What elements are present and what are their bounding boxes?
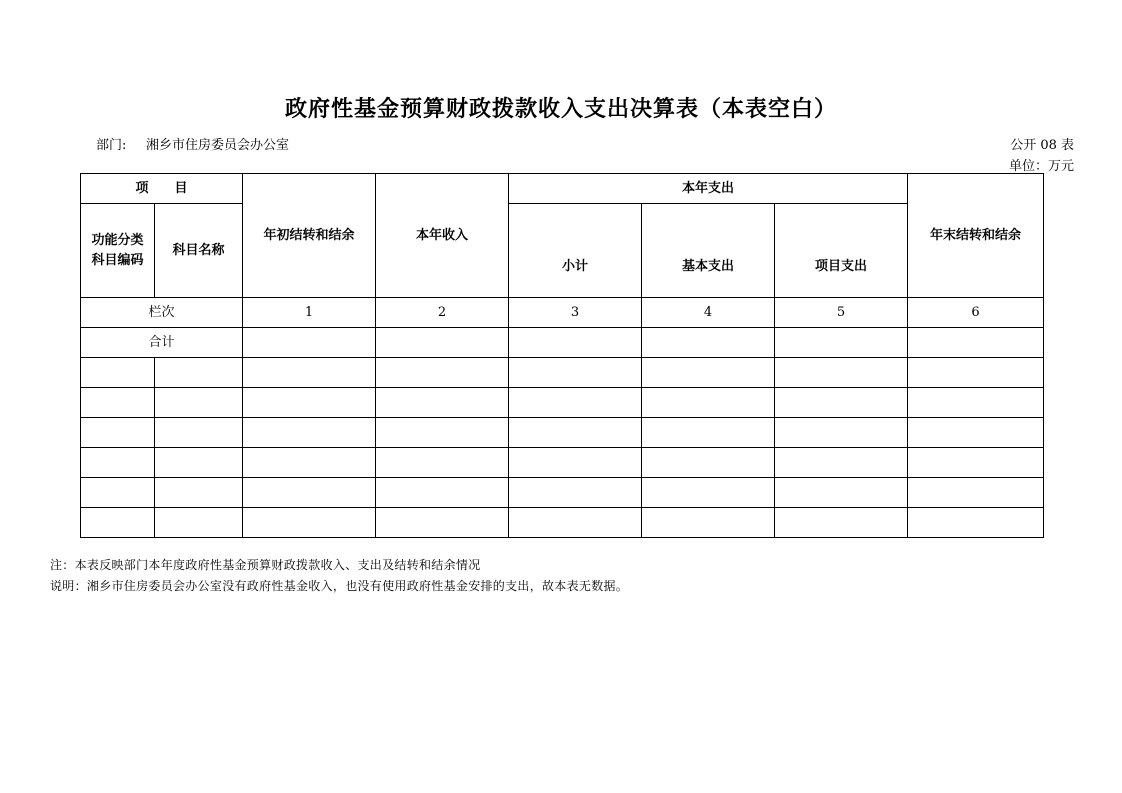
department-label: 部门: xyxy=(96,138,127,153)
table-cell xyxy=(376,448,509,478)
table-cell xyxy=(155,418,243,448)
table-cell xyxy=(509,328,642,358)
table-cell xyxy=(376,388,509,418)
table-cell xyxy=(81,508,155,538)
budget-table xyxy=(80,173,1044,538)
table-row xyxy=(81,508,1044,538)
table-cell xyxy=(243,418,376,448)
table-cell xyxy=(81,478,155,508)
table-cell xyxy=(376,358,509,388)
table-cell xyxy=(908,478,1044,508)
table-cell xyxy=(642,478,775,508)
table-cell xyxy=(376,508,509,538)
table-cell xyxy=(155,358,243,388)
header-project-expense: 项目支出 xyxy=(775,204,908,298)
table-explanation: 说明：湘乡市住房委员会办公室没有政府性基金收入，也没有使用政府性基金安排的支出，故本表无数据。 xyxy=(50,579,629,593)
table-cell xyxy=(509,358,642,388)
total-label: 合计 xyxy=(81,328,243,358)
table-cell xyxy=(908,358,1044,388)
table-cell xyxy=(775,328,908,358)
column-number: 4 xyxy=(642,298,775,328)
header-begin-balance: 年初结转和结余 xyxy=(243,174,376,298)
column-number: 1 xyxy=(243,298,376,328)
table-cell xyxy=(81,448,155,478)
table-cell xyxy=(155,478,243,508)
table-cell xyxy=(775,358,908,388)
table-cell xyxy=(775,418,908,448)
table-cell xyxy=(509,508,642,538)
table-cell xyxy=(81,418,155,448)
table-cell xyxy=(81,388,155,418)
table-cell xyxy=(775,448,908,478)
table-cell xyxy=(243,358,376,388)
table-cell xyxy=(509,478,642,508)
unit-label: 单位：万元 xyxy=(1008,159,1074,174)
table-cell xyxy=(908,388,1044,418)
column-number-label: 栏次 xyxy=(81,298,243,328)
form-number: 公开 08 表 xyxy=(1010,138,1074,153)
table-cell xyxy=(642,388,775,418)
department-value: 湘乡市住房委员会办公室 xyxy=(146,138,290,153)
total-row xyxy=(81,328,1044,358)
table-cell xyxy=(775,388,908,418)
table-cell xyxy=(908,448,1044,478)
header-basic-expense: 基本支出 xyxy=(642,204,775,298)
table-cell xyxy=(908,508,1044,538)
table-row xyxy=(81,478,1044,508)
table-row xyxy=(81,448,1044,478)
column-number-row xyxy=(81,298,1044,328)
column-number: 3 xyxy=(509,298,642,328)
table-cell xyxy=(155,388,243,418)
table-cell xyxy=(243,448,376,478)
table-cell xyxy=(509,388,642,418)
table-row xyxy=(81,388,1044,418)
header-subject-name: 科目名称 xyxy=(155,204,243,298)
header-func-code: 功能分类 科目编码 xyxy=(81,204,155,298)
table-cell xyxy=(908,328,1044,358)
table-cell xyxy=(642,328,775,358)
table-cell xyxy=(155,448,243,478)
table-note: 注：本表反映部门本年度政府性基金预算财政拨款收入、支出及结转和结余情况 xyxy=(50,558,481,572)
table-cell xyxy=(908,418,1044,448)
column-number: 6 xyxy=(908,298,1044,328)
table-row xyxy=(81,418,1044,448)
table-cell xyxy=(642,508,775,538)
table-cell xyxy=(243,328,376,358)
table-cell xyxy=(243,508,376,538)
table-cell xyxy=(642,358,775,388)
page-title: 政府性基金预算财政拨款收入支出决算表（本表空白） xyxy=(284,96,837,122)
table-cell xyxy=(775,478,908,508)
table-cell xyxy=(509,418,642,448)
table-cell xyxy=(155,508,243,538)
table-cell xyxy=(81,358,155,388)
table-cell xyxy=(775,508,908,538)
column-number: 5 xyxy=(775,298,908,328)
table-cell xyxy=(642,448,775,478)
table-cell xyxy=(376,418,509,448)
table-row xyxy=(81,358,1044,388)
header-income: 本年收入 xyxy=(376,174,509,298)
header-subtotal: 小计 xyxy=(509,204,642,298)
table-cell xyxy=(243,388,376,418)
table-cell xyxy=(243,478,376,508)
table-cell xyxy=(376,328,509,358)
table-cell xyxy=(376,478,509,508)
table-cell xyxy=(642,418,775,448)
column-number: 2 xyxy=(376,298,509,328)
header-expense-group: 本年支出 xyxy=(509,174,908,204)
header-item: 项 目 xyxy=(81,174,243,204)
table-cell xyxy=(509,448,642,478)
header-end-balance: 年末结转和结余 xyxy=(908,174,1044,298)
